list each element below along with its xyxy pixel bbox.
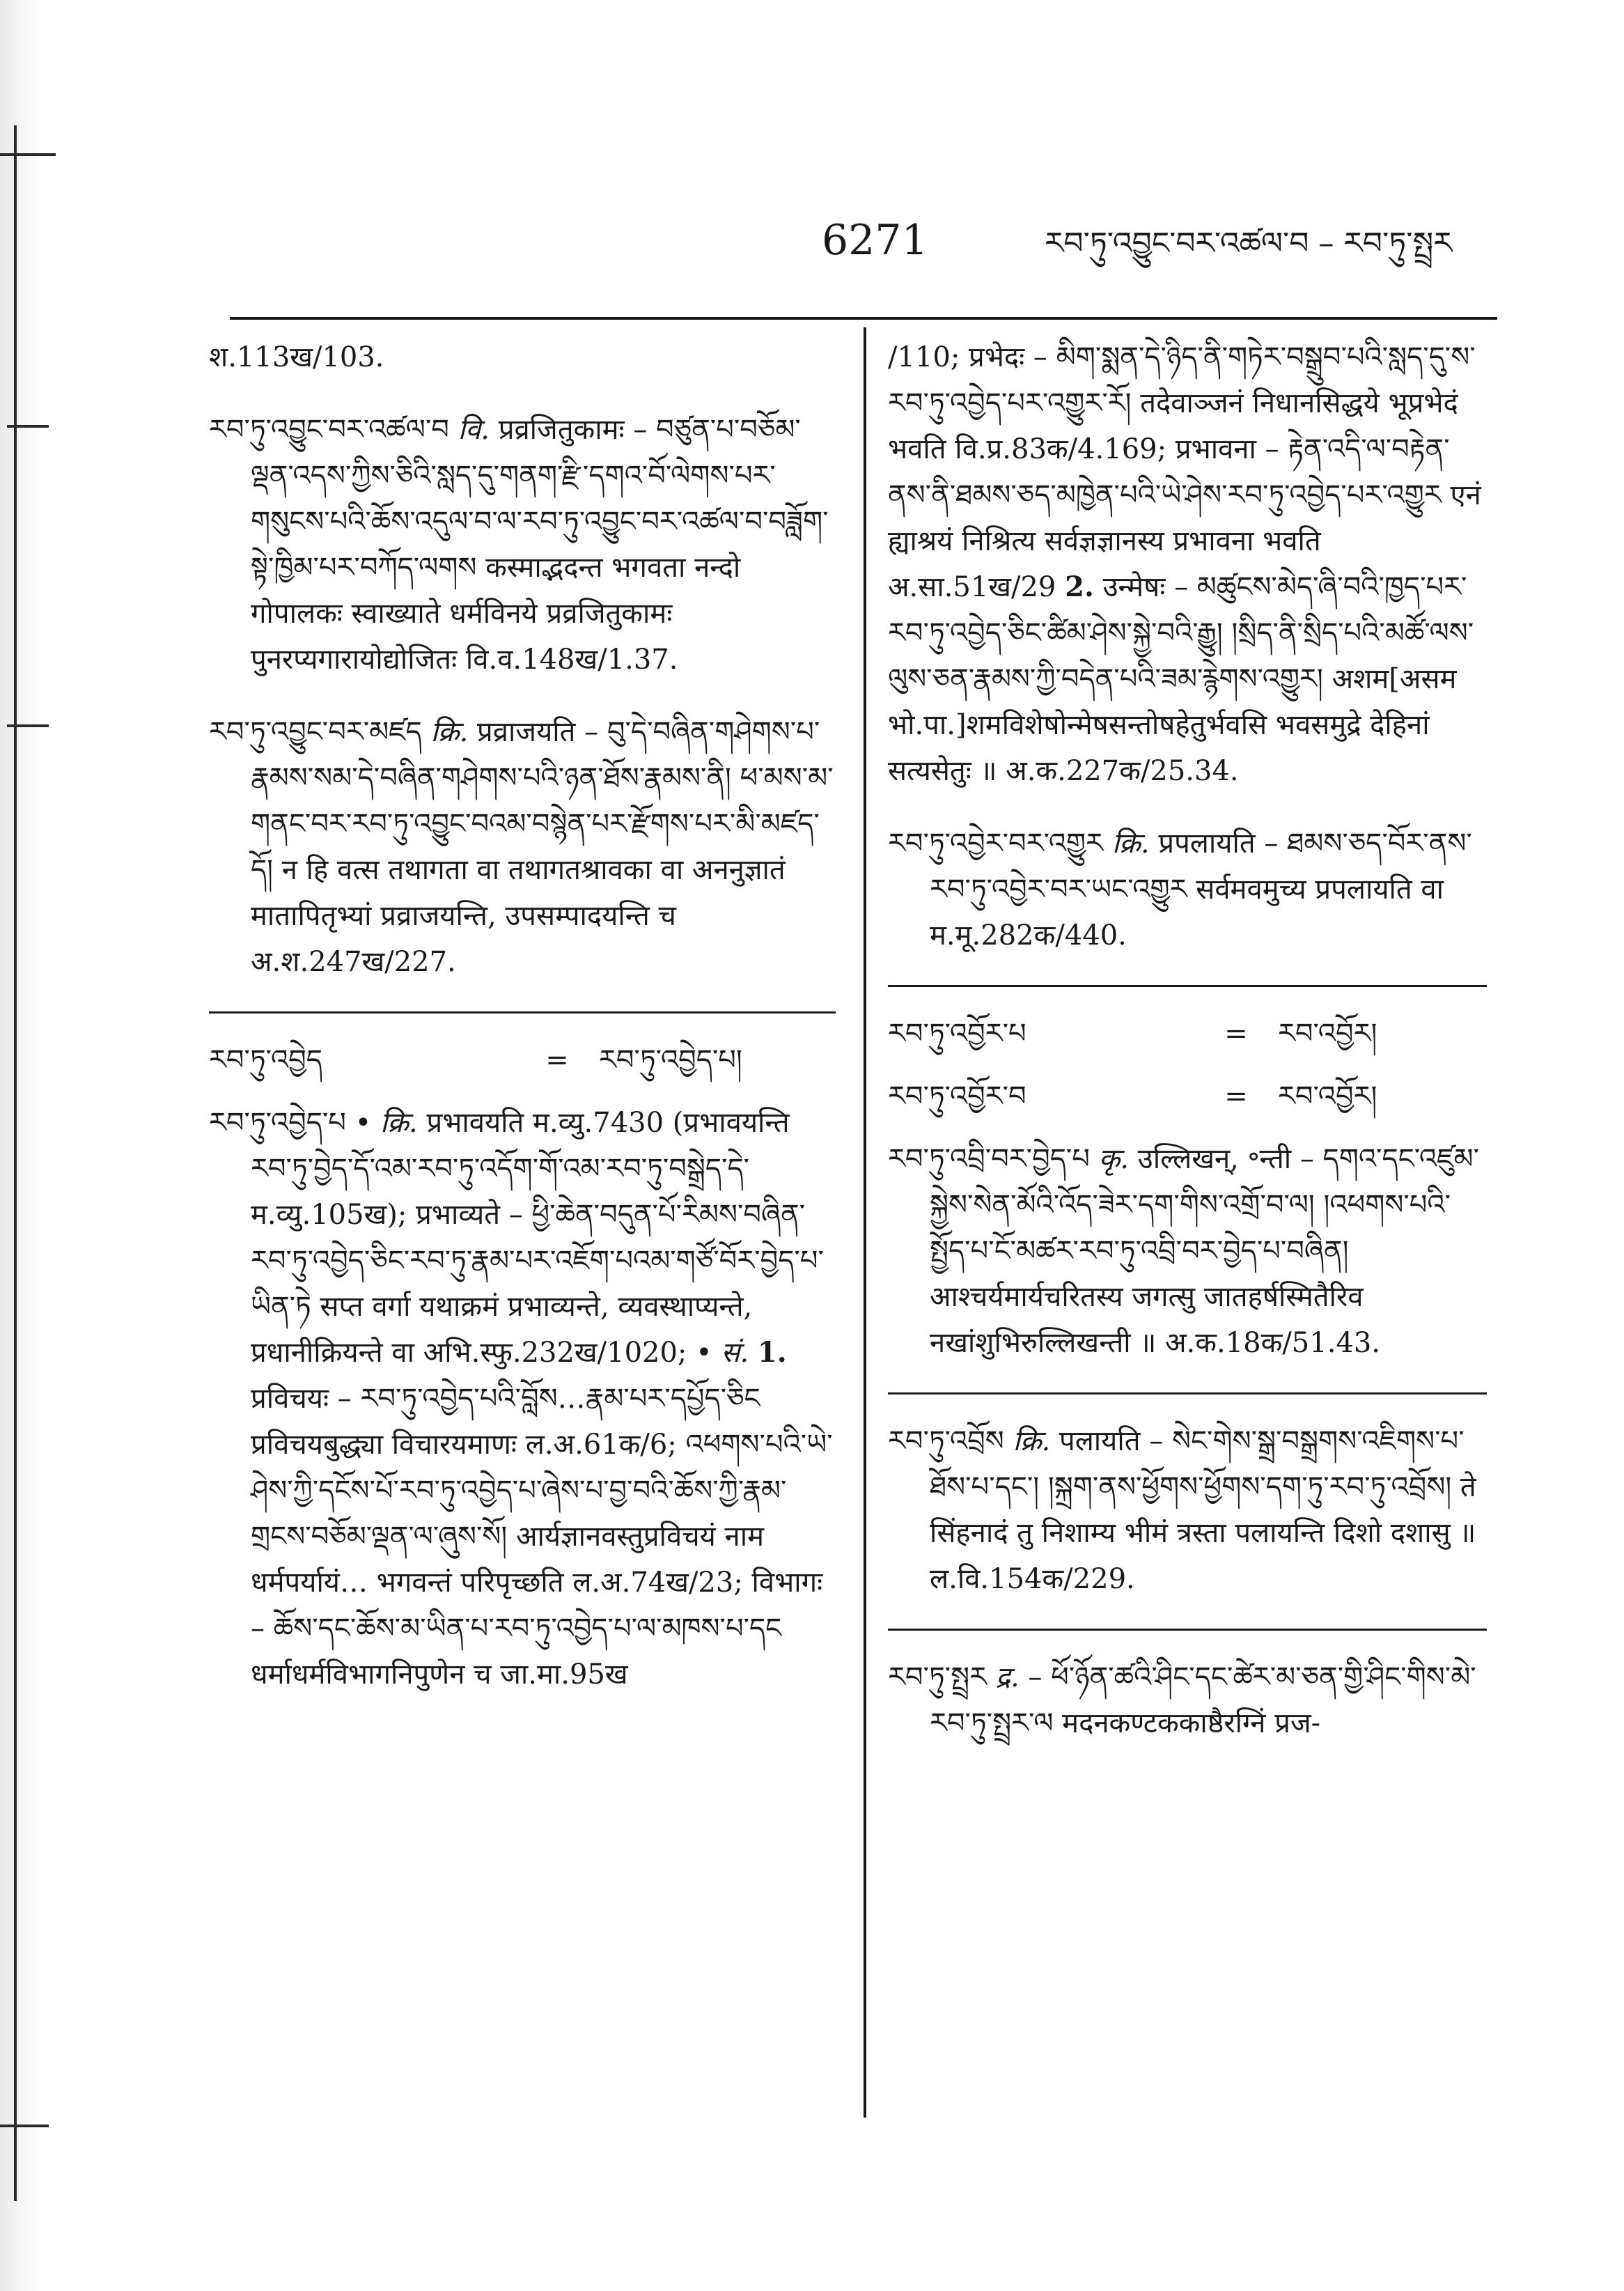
cross-reference bbox=[888, 1073, 1487, 1119]
entry-continuation bbox=[888, 334, 1487, 794]
xref-term: རབ་ཏུ་འབྱེད bbox=[209, 1044, 322, 1076]
headword: རབ་ཏུ་འབྱེར་བར་འགྱུར bbox=[888, 828, 1104, 860]
dictionary-entry bbox=[209, 407, 836, 683]
running-head: རབ་ཏུ་འབྱུང་བར་འཚལ་བ – རབ་ཏུ་སྤྲར bbox=[1045, 226, 1453, 261]
headword: རབ་ཏུ་འབྱུང་བར་འཚལ་བ bbox=[209, 414, 449, 446]
dictionary-entry bbox=[888, 1418, 1487, 1602]
dictionary-entry bbox=[888, 1136, 1487, 1366]
page-number: 6271 bbox=[822, 216, 928, 265]
entry-body: प्रपलायति – ཐམས་ཅད་བོར་ནས་རབ་ཏུ་འབྱེར་བར་ཡང་འགྱུར सर्वमवमुच्य प्रपलायति वा म.मू.282क/440. bbox=[930, 828, 1472, 952]
part-of-speech: कृ. bbox=[1098, 1143, 1130, 1175]
part-of-speech: वि. bbox=[458, 414, 490, 446]
headword: རབ་ཏུ་འབྱེད་པ bbox=[209, 1107, 346, 1139]
sense-number: 2. bbox=[1065, 570, 1094, 603]
part-of-speech: द्र. bbox=[995, 1661, 1020, 1693]
entry-separator bbox=[888, 985, 1487, 987]
cross-reference bbox=[209, 1037, 836, 1083]
headword: རབ་ཏུ་སྤྲར bbox=[888, 1661, 987, 1693]
entry-body: – ཕོ་ཉོན་ཚའི་ཤིང་དང་ཚེར་མ་ཅན་གྱི་ཤིང་གིས་མེ་རབ་ཏུ་སྤྲར་ལ मदनकण्टककाष्ठैरग्निं प्रज- bbox=[930, 1661, 1476, 1739]
xref-target: རབ་ཏུ་འབྱེད་པ། bbox=[599, 1044, 742, 1076]
headword: རབ་ཏུ་འབྲོས bbox=[888, 1425, 1004, 1457]
headword: རབ་ཏུ་འབྱུང་བར་མཛད bbox=[209, 716, 422, 748]
entry-body: प्रव्रजितुकामः – བཙུན་པ་བཅོམ་ལྡན་འདས་ཀྱིས་ཅིའི་སླད་དུ་གནག་རྫི་དགའ་བོ་ལེགས་པར་གསུངས་པའི་ཆོས་འདུལ་བ་ལ་རབ་ཏུ་འབྱུང་བར་འཚལ་བ་བཟློག་སྟེ་ཁྱིམ་པར་བཀོད་ལགས कस्माद्भदन्त भगवता नन्दो गोपालकः स्वाख्याते धर्मविनये प्रव्रजितुकामः पुनरप्यगारायोद्योजितः वि.व.148ख/1.37. bbox=[251, 414, 829, 676]
entry-separator bbox=[888, 1392, 1487, 1395]
part-of-speech: क्रि. bbox=[1111, 828, 1150, 860]
binding-tick bbox=[7, 724, 49, 727]
entry-body: प्रविचयः – རབ་ཏུ་འབྱེད་པའི་བློས…རྣམ་པར་དཔྱོད་ཅིང प्रविचयबुद्ध्या विचारयमाणः ल.अ.61क/6; འཕགས་པའི་ཡེ་ཤེས་ཀྱི་དངོས་པོ་རབ་ཏུ་འབྱེད་པ་ཞེས་པ་བྱ་བའི་ཆོས་ཀྱི་རྣམ་གྲངས་བཅོམ་ལྡན་ལ་ཞུས་སོ། आर्यज्ञानवस्तुप्रविचयं नाम धर्मपर्यायं… भगवन्तं परिपृच्छति ल.अ.74ख/23; विभागः – ཆོས་དང་ཆོས་མ་ཡིན་པ་རབ་ཏུ་འབྱེད་པ་ལ་མཁས་པ་དང धर्माधर्मविभागनिपुणेन च जा.मा.95ख bbox=[251, 1383, 833, 1691]
cross-reference bbox=[888, 1011, 1487, 1057]
scan-edge bbox=[0, 0, 42, 2291]
part-of-speech: • क्रि. bbox=[354, 1107, 418, 1139]
column-divider bbox=[864, 327, 866, 2118]
binding-tick bbox=[7, 425, 49, 428]
xref-target: རབ་འབྱོར། bbox=[1278, 1080, 1377, 1112]
xref-equals: = bbox=[1224, 1080, 1248, 1112]
dictionary-entry bbox=[209, 1100, 836, 1698]
entry-body: प्रभावयति म.व्यु.7430 (प्रभावयन्ति རབ་ཏུ་བྱེད་དོ་འམ་རབ་ཏུ་འདོག་གོ་འམ་རབ་ཏུ་བསྒྲེད་དེ་ म.व्यु.105ख); प्रभाव्यते – ཕྱི་ཆེན་བདུན་པོ་རིམས་བཞིན་རབ་ཏུ་འབྱེད་ཅིང་རབ་ཏུ་རྣམ་པར་འཇོག་པའམ་གཙོ་བོར་བྱེད་པ་ཡིན་ཏེ सप्त वर्गा यथाक्रमं प्रभाव्यन्ते, व्यवस्थाप्यन्ते, प्रधानीक्रियन्ते वा अभि.स्फु.232ख/1020; bbox=[251, 1107, 824, 1369]
dictionary-entry bbox=[888, 821, 1487, 958]
xref-term: རབ་ཏུ་འབྱོར་བ bbox=[888, 1080, 1026, 1112]
continuation-ref: श.113ख/103. bbox=[209, 341, 384, 373]
sense-number: 1. bbox=[757, 1336, 787, 1369]
xref-equals: = bbox=[1224, 1018, 1248, 1050]
entry-body: उन्मेषः – མཚུངས་མེད་ཞི་བའི་ཁྱད་པར་རབ་ཏུ་འབྱེད་ཅིང་ཚིམ་ཤེས་སྐྱེ་བའི་རྒྱུ། །སྲིད་ནི་སྲིད་པའི་མཚོ་ལས་ལུས་ཅན་རྣམས་ཀྱི་བདེན་པའི་ཟམ་རྙེགས་འགྱུར། अशम[असम भो.पा.]शमविशेषोन्मेषसन्तोषहेतुर्भवसि भवसमुद्रे देहिनां सत्यसेतुः ॥ अ.क.227क/25.34. bbox=[888, 571, 1474, 787]
xref-equals: = bbox=[545, 1044, 569, 1076]
binding-tick bbox=[0, 153, 56, 156]
entry-separator bbox=[209, 1011, 836, 1014]
entry-body: पलायति – སེང་གེས་སྒྲ་བསྒྲགས་འཇིགས་པ་ཐོས་པ་དང་། །སྐྲག་ནས་ཕྱོགས་ཕྱོགས་དག་ཏུ་རབ་ཏུ་འབྲོས། ते सिंहनादं तु निशाम्य भीमं त्रस्ता पलायन्ति दिशो दशासु ॥ ल.वि.154क/229. bbox=[930, 1425, 1476, 1595]
entry-body: /110; प्रभेदः – མིག་སྨན་དེ་ཉིད་ནི་གཏེར་བསྒྲུབ་པའི་སླད་དུ་ས་རབ་ཏུ་འབྱེད་པར་འགྱུར་རོ། तदेवाञ्जनं निधानसिद्धये भूप्रभेदं भवति वि.प्र.83क/4.169; प्रभावना – རྟེན་འདི་ལ་བརྟེན་ནས་ནི་ཐམས་ཅད་མཁྱེན་པའི་ཡེ་ཤེས་རབ་ཏུ་འབྱེད་པར་འགྱུར एनं ह्याश्रयं निश्रित्य सर्वज्ञज्ञानस्य प्रभावना भवति अ.सा.51ख/29 bbox=[888, 341, 1481, 603]
entry-separator bbox=[888, 1629, 1487, 1631]
left-column bbox=[209, 334, 836, 1724]
part-of-speech: • सं. bbox=[696, 1337, 749, 1369]
xref-term: རབ་ཏུ་འབྱོར་པ bbox=[888, 1018, 1026, 1050]
entry-body: प्रव्राजयति – བུ་དེ་བཞིན་གཤེགས་པ་རྣམས་སམ་དེ་བཞིན་གཤེགས་པའི་ཉན་ཐོས་རྣམས་ནི། ཕ་མས་མ་གནང་བར་རབ་ཏུ་འབྱུང་བའམ་བསྙེན་པར་རྫོགས་པར་མི་མཛད་དོ། न हि वत्स तथागता वा तथागतश्रावका वा अननुज्ञातं मातापितृभ्यां प्रव्राजयन्ति, उपसम्पादयन्ति च अ.श.247ख/227. bbox=[251, 716, 834, 978]
part-of-speech: क्रि. bbox=[430, 716, 469, 748]
entry-body: उल्लिखन्, ॰न्ती – དགའ་དང་འཛུམ་སྐྱེས་སེན་མོའི་འོད་ཟེར་དག་གིས་འགྲོ་བ་ལ། །འཕགས་པའི་སྤྱོད་པ་ངོ་མཚར་རབ་ཏུ་འབྲི་བར་བྱེད་པ་བཞིན། आश्चर्यमार्यचरितस्य जगत्सु जातहर्षस्मितैरिव नखांशुभिरुल्लिखन्ती ॥ अ.क.18क/51.43. bbox=[930, 1143, 1479, 1359]
headword: རབ་ཏུ་འབྲི་བར་བྱེད་པ bbox=[888, 1143, 1090, 1175]
right-column bbox=[888, 334, 1487, 1773]
binding-mark bbox=[14, 125, 17, 2201]
binding-tick bbox=[0, 2125, 49, 2127]
header-rule bbox=[230, 317, 1497, 320]
dictionary-entry bbox=[888, 1654, 1487, 1746]
page-header bbox=[0, 209, 1624, 272]
dictionary-entry bbox=[209, 709, 836, 985]
part-of-speech: क्रि. bbox=[1013, 1425, 1051, 1457]
xref-target: རབ་འབྱོར། bbox=[1278, 1018, 1377, 1050]
